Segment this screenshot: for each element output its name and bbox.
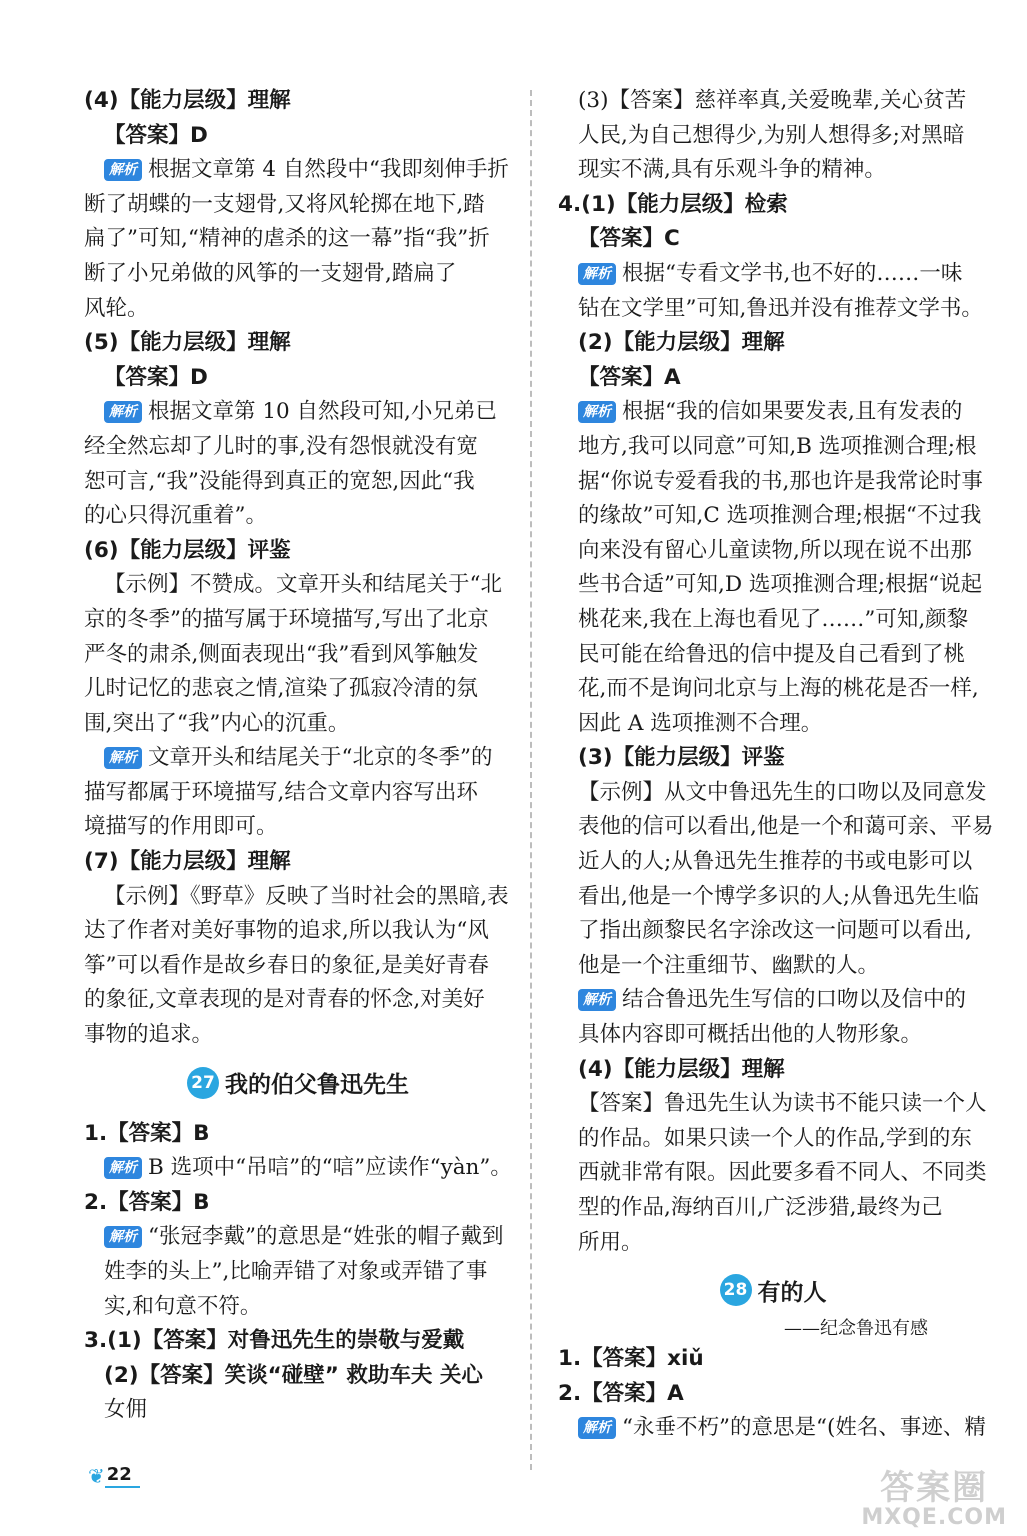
analysis-line: 恕可言,“我”没能得到真正的宽恕,因此“我 xyxy=(84,468,475,494)
s27-q2-head: 2.【答案】B xyxy=(84,1189,210,1215)
analysis-line: 描写都属于环境描写,结合文章内容写出环 xyxy=(84,779,478,805)
analysis-line: 风轮。 xyxy=(84,295,149,321)
example-line: 他是一个注重细节、幽默的人。 xyxy=(578,952,880,978)
analysis-line: 些书合适”可知,D 选项推测合理;根据“说起 xyxy=(578,572,983,598)
analysis-line: 根据“我的信如果要发表,且有发表的 xyxy=(622,399,963,425)
analysis-tag: 解析 xyxy=(578,989,616,1011)
q4-answer: 【答案】D xyxy=(104,122,208,148)
q4-head: (4)【能力层级】理解 xyxy=(84,88,291,113)
analysis-line: 民可能在给鲁迅的信中提及自己看到了桃 xyxy=(578,641,966,667)
example-line: 表他的信可以看出,他是一个和蔼可亲、平易 xyxy=(578,814,994,840)
answer-line: 的作品。如果只读一个人的作品,学到的东 xyxy=(578,1125,972,1151)
example-line: 【示例】不赞成。文章开头和结尾关于“北 xyxy=(104,572,502,598)
analysis-line: 具体内容即可概括出他的人物形象。 xyxy=(578,1022,923,1048)
analysis-line: B 选项中“吊唁”的“唁”应读作“yàn”。 xyxy=(148,1155,512,1181)
q3-3-answer: (3)【答案】慈祥率真,关爱晚辈,关心贫苦 xyxy=(578,88,967,113)
example-line: 【示例】从文中鲁迅先生的口吻以及同意发 xyxy=(578,779,987,805)
analysis-line: 境描写的作用即可。 xyxy=(84,814,278,840)
q4-2-answer: 【答案】A xyxy=(578,364,681,390)
q5-answer: 【答案】D xyxy=(104,364,208,390)
q4-4-head: (4)【能力层级】理解 xyxy=(578,1056,785,1082)
section-27-header xyxy=(84,1057,512,1109)
analysis-line: 扁了”可知,“精神的虐杀的这一幕”指“我”折 xyxy=(84,226,490,252)
analysis-tag: 解析 xyxy=(104,159,142,181)
example-line: 近人的人;从鲁迅先生推荐的书或电影可以 xyxy=(578,849,973,875)
right-column xyxy=(558,84,994,1446)
analysis-line: 钻在文学里”可知,鲁迅并没有推荐文学书。 xyxy=(578,295,983,321)
analysis-line: 经全然忘却了儿时的事,没有怨恨就没有宽 xyxy=(84,433,478,459)
page-number: 22 xyxy=(105,1464,140,1488)
analysis-line: 根据文章第 4 自然段中“我即刻伸手折 xyxy=(148,157,509,183)
q4-2-head: (2)【能力层级】理解 xyxy=(578,330,785,356)
analysis-line: 的缘故”可知,C 选项推测合理;根据“不过我 xyxy=(578,503,982,529)
watermark xyxy=(861,1470,1007,1530)
analysis-line: 文章开头和结尾关于“北京的冬季”的 xyxy=(148,745,493,771)
example-line: 达了作者对美好事物的追求,所以我认为“风 xyxy=(84,918,489,944)
watermark-url: MXQE.COM xyxy=(861,1505,1007,1530)
example-line: 了指出颜黎民名字涂改这一问题可以看出, xyxy=(578,918,972,944)
q4-1-answer: 【答案】C xyxy=(578,226,680,252)
leaf-icon: ❦ xyxy=(88,1464,105,1488)
answer-line: 【答案】鲁迅先生认为读书不能只读一个人 xyxy=(578,1091,987,1117)
analysis-tag: 解析 xyxy=(104,1157,142,1179)
analysis-line: 结合鲁迅先生写信的口吻以及信中的 xyxy=(622,987,967,1013)
example-line: 京的冬季”的描写属于环境描写,写出了北京 xyxy=(84,606,489,632)
column-divider xyxy=(530,90,532,1470)
section-number-badge: 28 xyxy=(720,1274,752,1306)
analysis-line: 根据文章第 10 自然段可知,小兄弟已 xyxy=(148,399,497,425)
q4-1-head: 4.(1)【能力层级】检索 xyxy=(558,191,788,217)
example-line: 【示例】《野草》反映了当时社会的黑暗,表 xyxy=(104,883,509,909)
q3-3-answer: 人民,为自己想得少,为别人想得多;对黑暗 xyxy=(578,122,965,148)
s27-q3-sub2: (2)【答案】笑谈“碰壁” 救助车夫 关心 xyxy=(104,1362,483,1388)
q7-head: (7)【能力层级】理解 xyxy=(84,849,291,875)
section-subtitle: ——纪念鲁迅有感 xyxy=(784,1318,928,1340)
q5-head: (5)【能力层级】理解 xyxy=(84,330,291,356)
analysis-line: 因此 A 选项推测不合理。 xyxy=(578,710,823,736)
analysis-line: 断了胡蝶的一支翅骨,又将风轮掷在地下,踏 xyxy=(84,191,485,217)
analysis-tag: 解析 xyxy=(578,1417,616,1439)
analysis-line: 花,而不是询问北京与上海的桃花是否一样, xyxy=(578,676,979,702)
analysis-tag: 解析 xyxy=(104,401,142,423)
analysis-line: “永垂不朽”的意思是“(姓名、事迹、精 xyxy=(622,1415,986,1441)
analysis-tag: 解析 xyxy=(104,747,142,769)
page-footer xyxy=(88,1464,140,1488)
section-title: 我的伯父鲁迅先生 xyxy=(225,1072,409,1099)
analysis-line: 地方,我可以同意”可知,B 选项推测合理;根 xyxy=(578,433,977,459)
analysis-line: 断了小兄弟做的风筝的一支翅骨,踏扁了 xyxy=(84,260,457,286)
section-title: 有的人 xyxy=(757,1279,827,1306)
analysis-line: 向来没有留心儿童读物,所以现在说不出那 xyxy=(578,537,972,563)
answer-line: 西就非常有限。因此要多看不同人、不同类 xyxy=(578,1160,987,1186)
analysis-line: 的心只得沉重着”。 xyxy=(84,503,267,529)
analysis-line: 据“你说专爱看我的书,那也许是我常论时事 xyxy=(578,468,983,494)
example-line: 筝”可以看作是故乡春日的象征,是美好青春 xyxy=(84,952,489,978)
analysis-tag: 解析 xyxy=(578,401,616,423)
s27-q3-sub2-cont: 女佣 xyxy=(104,1397,148,1423)
section-28-header xyxy=(558,1264,988,1316)
analysis-line: 姓李的头上”,比喻弄错了对象或弄错了事 xyxy=(104,1259,488,1284)
s28-q1: 1.【答案】xiǔ xyxy=(558,1346,704,1372)
example-line: 严冬的肃杀,侧面表现出“我”看到风筝触发 xyxy=(84,641,479,667)
example-line: 围,突出了“我”内心的沉重。 xyxy=(84,710,350,736)
analysis-tag: 解析 xyxy=(578,263,616,285)
q3-3-answer: 现实不满,具有乐观斗争的精神。 xyxy=(578,157,886,183)
answer-line: 所用。 xyxy=(578,1229,643,1255)
s28-q2-head: 2.【答案】A xyxy=(558,1380,684,1406)
s27-q1-head: 1.【答案】B xyxy=(84,1120,210,1146)
example-line: 事物的追求。 xyxy=(84,1022,214,1048)
analysis-line: 根据“专看文学书,也不好的……一味 xyxy=(622,260,963,286)
analysis-tag: 解析 xyxy=(104,1226,142,1248)
analysis-line: 实,和句意不符。 xyxy=(104,1293,262,1319)
analysis-line: “张冠李戴”的意思是“姓张的帽子戴到 xyxy=(148,1224,504,1250)
q6-head: (6)【能力层级】评鉴 xyxy=(84,537,291,563)
example-line: 儿时记忆的悲哀之情,渲染了孤寂冷清的氛 xyxy=(84,676,478,702)
section-number-badge: 27 xyxy=(187,1067,219,1099)
example-line: 的象征,文章表现的是对青春的怀念,对美好 xyxy=(84,987,485,1013)
left-column xyxy=(84,84,512,1428)
q4-3-head: (3)【能力层级】评鉴 xyxy=(578,745,785,771)
example-line: 看出,他是一个博学多识的人;从鲁迅先生临 xyxy=(578,883,980,909)
answer-line: 型的作品,海纳百川,广泛涉猎,最终为己 xyxy=(578,1195,943,1220)
watermark-text: 答案圈 xyxy=(880,1468,989,1508)
analysis-line: 桃花来,我在上海也看见了……”可知,颜黎 xyxy=(578,606,969,632)
s27-q3-head: 3.(1)【答案】对鲁迅先生的崇敬与爱戴 xyxy=(84,1328,465,1354)
